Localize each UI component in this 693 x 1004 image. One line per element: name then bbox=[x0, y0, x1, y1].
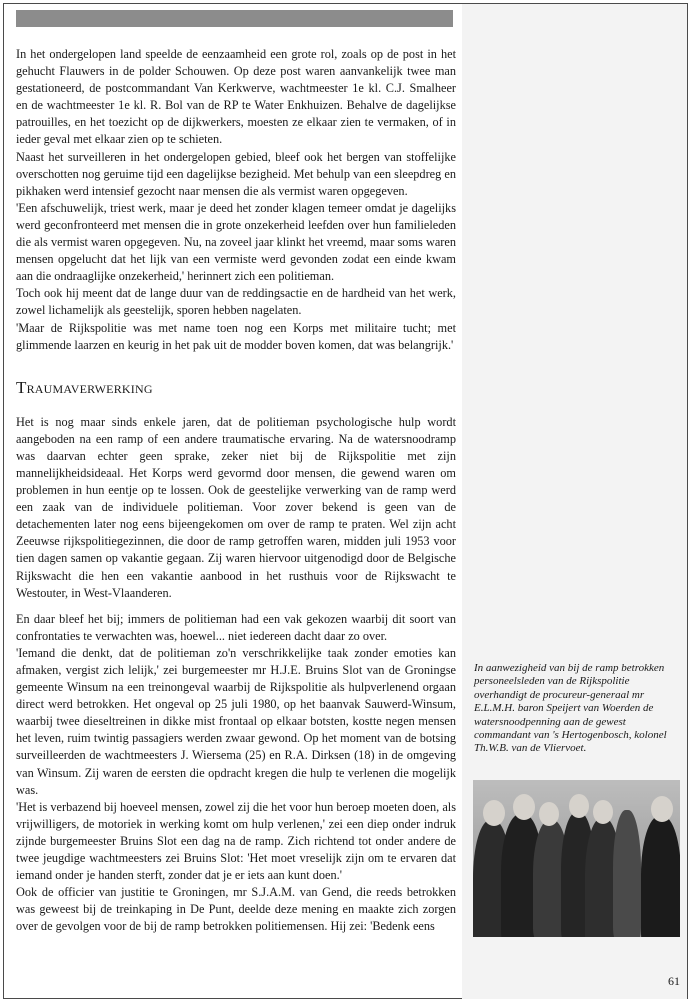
photo-caption: In aanwezigheid van bij de ramp betrokken personeelsleden van de Rijkspolitie overhandigt de procureur-generaal mr E.L.M.H. baron Speijert van Woerden de watersnoodpenning aan de gewest commandant van 's Hertogenbosch, kolonel Th.W.B. van de Vliervoet. bbox=[474, 662, 667, 755]
paragraph: Naast het surveilleren in het ondergelopen gebied, bleef ook het bergen van stoffelijke overschotten nog geruime tijd een dagelijkse bezigheid. Met behulp van een sleepdreg en pikhaken werd intensief gezocht naar mensen die als vermist waren opgegeven. bbox=[16, 149, 456, 198]
paragraph: 'Een afschuwelijk, triest werk, maar je deed het zonder klagen temeer omdat je dagelijks werd geconfronteerd met mensen die in grote onzekerheid leefden over hun familieleden die als vermist waren opgegeven. Nu, na zoveel jaar klinkt het vreemd, maar soms waren mensen opgelucht dat het lijk van een vermiste werd gevonden zodat een einde kwam aan die ondraaglijke onzekerheid,' herinnert zich een politieman. bbox=[16, 200, 456, 284]
paragraph: Toch ook hij meent dat de lange duur van de reddingsactie en de hardheid van het werk, zowel lichamelijk als geestelijk, sporen hebben nagelaten. bbox=[16, 286, 456, 318]
paragraph: Het is nog maar sinds enkele jaren, dat de politieman psychologische hulp wordt aangeboden na een ramp of een andere traumatische ervaring. Na de watersnoodramp was daarvan echter geen sprake, zeker niet bij de Rijkspolitie met zijn mannelijkheidsideaal. Het Korps werd gevormd door mensen, die gewend waren om problemen in hun eentje op te lossen. Ook de geestelijke verwerking van de ramp werd een zaak van de individuele politieman. Voor zover bekend is geen van de detachementen later nog eens bijeengekomen om over de ramp te praten. Wel zijn acht Zeeuwse rijkspolitiegezinnen, die door de ramp getroffen waren, midden juli 1953 voor tien dagen samen op vakantie gegaan. Zij waren hiervoor uitgenodigd door de Belgische Rijkswacht die hen een vakantie aanbood in het rusthuis voor de Rijkswacht te Westouter, in West-Vlaanderen. bbox=[16, 414, 456, 600]
paragraph: 'Iemand die denkt, dat de politieman zo'n verschrikkelijke taak zonder emoties kan afmaken, vergist zich lelijk,' zei burgemeester mr H.J.E. Bruins Slot van de Groningse gemeente Winsum na een treinongeval waarbij de Rijkspolitie als hulpverlenend orgaan direct werd betrokken. Het ongeval op 25 juli 1980, op het baanvak Sauwerd-Winsum, waarbij twee dieseltreinen in dikke mist frontaal op elkaar botsten, kostte negen mensen het leven, ruim twintig passagiers werden zwaar gewond. Op het moment van de botsing surveilleerden de wachtmeesters J. Wiersema (25) en R.A. Dirksen (18) in de omgeving van Winsum. Zij waren de eersten die opdracht kregen die hulp te verlenen die mogelijk was. bbox=[16, 645, 456, 797]
main-text-column bbox=[16, 46, 456, 936]
paragraph: En daar bleef het bij; immers de politieman had een vak gekozen waarbij dit soort van confrontaties te verwachten was, hoewel... niet iedereen dacht daar zo over. bbox=[16, 611, 456, 643]
paragraph: In het ondergelopen land speelde de eenzaamheid een grote rol, zoals op de post in het gehucht Flauwers in de polder Schouwen. Op deze post waren aanvankelijk twee man gestationeerd, de postcommandant Van Kerkwerve, wachtmeester 1e kl. C.J. Smalheer en de wachtmeester 1e kl. R. Bol van de RP te Water Enkhuizen. Behalve de dagelijkse patrouilles, en het toezicht op de dijkwerkers, moesten ze elkaar zien te vermaken, of in ieder geval met elkaar zien op te schieten. bbox=[16, 47, 456, 147]
ceremony-photo bbox=[473, 780, 680, 937]
header-bar bbox=[16, 10, 453, 27]
section-heading: Traumaverwerking bbox=[16, 377, 153, 397]
paragraph: Ook de officier van justitie te Groningen, mr S.J.A.M. van Gend, die reeds betrokken was geweest bij de treinkaping in De Punt, deelde deze mening en maakte zich zorgen over de gevolgen voor de bij de ramp betrokken politiemensen. Hij zei: 'Bedenk eens bbox=[16, 885, 456, 934]
page-number: 61 bbox=[668, 974, 680, 988]
paragraph: 'Het is verbazend bij hoeveel mensen, zowel zij die het voor hun beroep moeten doen, als vrijwilligers, de motoriek in werking komt om hulp verlenen,' zei een diep onder indruk zijnde burgemeester Bruins Slot een dag na de ramp. Zich richtend tot onder andere de twee jeugdige wachtmeesters zei Bruins Slot: 'Het moet vreselijk zijn om te ervaren dat iemand onder je handen sterft, zonder dat je er iets aan kunt doen.' bbox=[16, 799, 456, 883]
paragraph: 'Maar de Rijkspolitie was met name toen nog een Korps met militaire tucht; met glimmende laarzen en keurig in het pak uit de modder boven komen, dat was belangrijk.' bbox=[16, 320, 456, 352]
